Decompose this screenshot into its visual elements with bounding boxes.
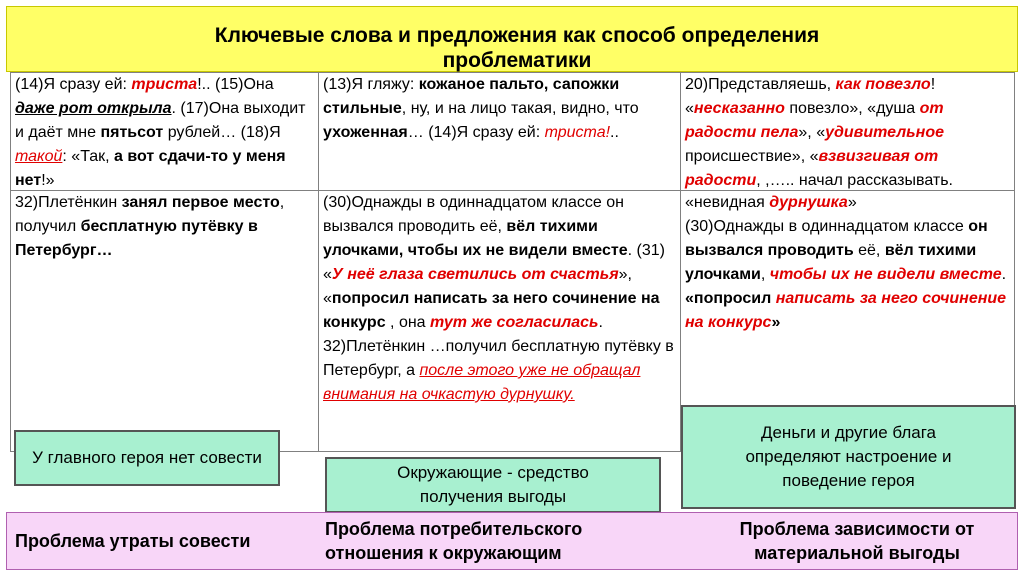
problem-conscience: Проблема утраты совести <box>15 531 251 551</box>
problem-consumer: Проблема потребительского отношения к окружающим <box>325 519 583 563</box>
page-title: Ключевые слова и предложения как способ определения проблематики <box>214 24 820 72</box>
cell-col1-row2: 32)Плетёнкин занял первое место, получил бесплатную путёвку в Петербург… <box>15 194 285 259</box>
conclusion-box-money <box>681 405 1016 509</box>
conclusion-text: У главного героя нет совести <box>32 448 262 467</box>
cell-col2-row1: (13)Я гляжу: кожаное пальто, сапожки стильные, ну, и на лицо такая, видно, что ухоженная… (14)Я сразу ей: триста!.. <box>323 76 639 141</box>
cell-col2-row2: (30)Однажды в одиннадцатом классе он вызвался проводить её, вёл тихими улочками, чтобы их не видели вместе. (31) «У неё глаза светились от счастья», «попросил написать за него сочинение на конкурс , она тут же согласилась. 32)Плетёнкин …получил бесплатную путёвку в Петербург, а после этого уже не обращал внимания на очкастую дурнушку. <box>323 194 674 403</box>
problem-material: Проблема зависимости от материальной выгоды <box>739 519 975 563</box>
title-band <box>6 6 1018 72</box>
conclusion-text: Деньги и другие блага определяют настроение и поведение героя <box>745 423 952 490</box>
conclusion-box-surroundings <box>325 457 661 513</box>
cell-col1-row1: (14)Я сразу ей: триста!.. (15)Она даже рот открыла. (17)Она выходит и даёт мне пятьсот рублей… (18)Я такой: «Так, а вот сдачи-то у меня нет!» <box>15 76 306 189</box>
analysis-table <box>10 72 1015 452</box>
problems-bar <box>6 512 1018 570</box>
cell-col3-row2: «невидная дурнушка» (30)Однажды в одиннадцатом классе он вызвался проводить её, вёл тихими улочками, чтобы их не видели вместе. «попросил написать за него сочинение на конкурс» <box>685 194 1007 331</box>
conclusion-text: Окружающие - средство получения выгоды <box>397 463 589 506</box>
cell-col3-row1: 20)Представляешь, как повезло! «несказанно повезло», «душа от радости пела», «удивительное происшествие», «взвизгивая от радости, ,….. начал рассказывать. <box>685 76 953 189</box>
conclusion-box-conscience <box>14 430 280 486</box>
